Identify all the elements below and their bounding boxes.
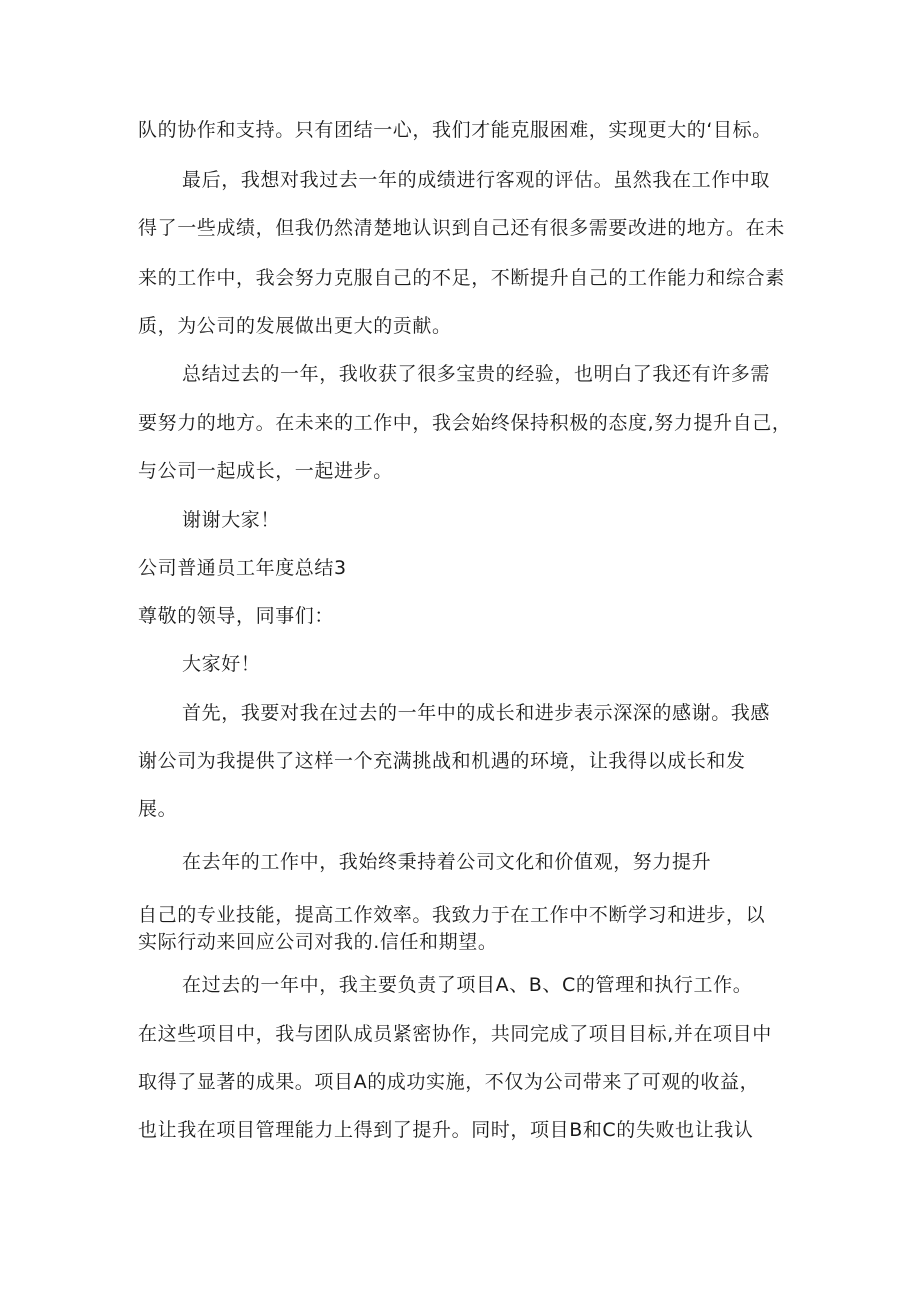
text-line-13: 首先，我要对我在过去的一年中的成长和进步表示深深的感谢。我感 [182,702,771,724]
text-line-21: 取得了显著的成果。项目A的成功实施，不仅为公司带来了可观的收益， [138,1071,760,1093]
text-line-17: 自己的专业技能，提高工作效率。我致力于在工作中不断学习和进步，以 [138,904,766,926]
text-line-4: 来的工作中，我会努力克服自己的不足，不断提升自己的工作能力和综合素 [138,267,785,289]
text-line-18: 实际行动来回应公司对我的.信任和期望。 [138,931,498,953]
text-line-20: 在这些项目中，我与团队成员紧密协作，共同完成了项目目标,并在项目中 [138,1023,772,1045]
greeting: 大家好！ [182,653,261,675]
text-line-8: 与公司一起成长，一起进步。 [138,460,393,482]
text-line-7: 要努力的地方。在未来的工作中，我会始终保持积极的态度,努力提升自己， [138,412,792,434]
section-heading: 公司普通员工年度总结3 [138,557,347,579]
text-line-9: 谢谢大家！ [182,509,281,531]
text-line-2: 最后，我想对我过去一年的成绩进行客观的评估。虽然我在工作中取 [182,169,771,191]
text-line-1: 队的协作和支持。只有团结一心，我们才能克服困难，实现更大的‘目标。 [138,119,772,141]
text-line-14: 谢公司为我提供了这样一个充满挑战和机遇的环境，让我得以成长和发 [138,750,746,772]
text-line-22: 也让我在项目管理能力上得到了提升。同时，项目B和C的失败也让我认 [138,1119,754,1141]
text-line-16: 在去年的工作中，我始终秉持着公司文化和价值观，努力提升 [182,851,712,873]
text-line-3: 得了一些成绩，但我仍然清楚地认识到自己还有很多需要改进的地方。在未 [138,217,785,239]
text-line-15: 展。 [138,798,178,820]
salutation: 尊敬的领导，同事们： [138,605,335,627]
text-line-6: 总结过去的一年，我收获了很多宝贵的经验，也明白了我还有许多需 [182,363,771,385]
text-line-5: 质，为公司的发展做出更大的贡献。 [138,315,452,337]
text-line-19: 在过去的一年中，我主要负责了项目A、B、C的管理和执行工作。 [182,974,753,996]
